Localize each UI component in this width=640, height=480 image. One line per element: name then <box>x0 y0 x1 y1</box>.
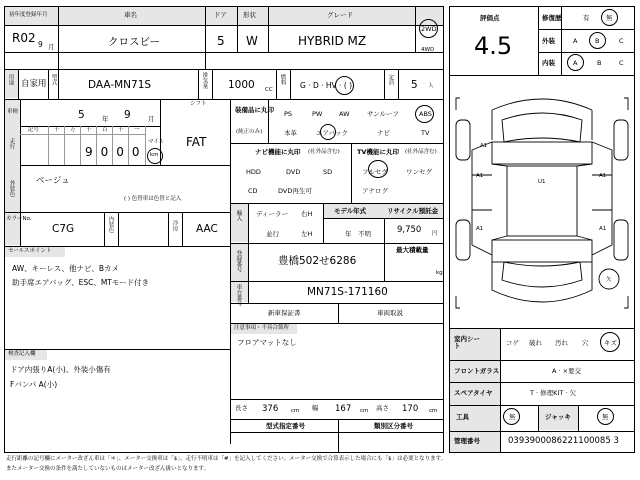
recycle-value: 9,750 <box>397 225 422 235</box>
height-unit: cm <box>429 408 438 414</box>
color-label: 外装色 <box>8 180 15 197</box>
tv-sub: (社外品含む) <box>405 149 437 155</box>
shift-label: シフト <box>190 101 207 107</box>
mileage-col-100: 百 <box>102 127 108 133</box>
equip-airbag: エアバック <box>316 129 348 137</box>
mgmt-label: 管理番号 <box>454 437 480 445</box>
max-load-label: 最大積載量 <box>396 246 429 254</box>
seat-scratch: キズ <box>604 339 617 347</box>
exterior-a: A <box>573 37 578 45</box>
equip-sunroof: サンルーフ <box>367 110 399 118</box>
width-label: 幅 <box>312 404 319 412</box>
equip-pw: PW <box>312 110 323 118</box>
length-label: 長さ <box>235 404 248 412</box>
equip-navi: ナビ <box>377 129 390 137</box>
seat-tear: 破れ <box>529 339 542 347</box>
tv-analog: アナログ <box>362 187 388 195</box>
inspector-note-line-2: Fバンパ A(小) <box>10 380 58 389</box>
diagram-mark-right-rear: A1 <box>599 226 607 232</box>
interior-b: B <box>597 59 602 67</box>
shape-value: W <box>246 34 258 48</box>
exterior-c: C <box>619 37 624 45</box>
drive-4wd: 4WD <box>421 47 435 53</box>
mileage-unit-km: km <box>150 152 159 158</box>
inspector-note-label: 検査記入欄 <box>8 351 36 357</box>
attention-text: フロアマットなし <box>237 338 297 347</box>
seat-scratch-circle <box>600 332 620 352</box>
sales-point-line-2: 助手席エアバッグ、ESC、MTモード付き <box>12 278 150 287</box>
door-label: ドア <box>214 11 227 19</box>
displacement-label: 排気量 <box>201 72 208 89</box>
equip-airbag-circle <box>320 124 336 140</box>
diagram-mark-roof: U1 <box>538 179 546 185</box>
height-value: 170 <box>402 404 419 414</box>
interior-color-label: 内装色 <box>107 216 114 233</box>
inspection-year-unit: 年 <box>102 115 109 123</box>
tools-label: 工具 <box>456 413 469 421</box>
seat-burn: コゲ <box>506 339 519 347</box>
capacity-label: 定員 <box>387 74 394 85</box>
repair-yes: 有 <box>583 14 590 22</box>
exterior-color: ベージュ <box>36 176 70 186</box>
shift-value: FAT <box>186 135 207 149</box>
recycle-unit: 円 <box>432 231 438 237</box>
first-reg-month: 9 <box>38 40 43 49</box>
mgmt-number: 0393900086221100085 3 <box>508 436 619 446</box>
length-unit: cm <box>291 408 300 414</box>
navi-cd: CD <box>248 187 258 195</box>
grade-value: HYBRID MZ <box>298 34 367 48</box>
width-value: 167 <box>335 404 352 414</box>
equip-aw: AW <box>339 110 350 118</box>
max-load-unit: kg <box>436 270 443 276</box>
capacity-unit: 人 <box>428 83 434 89</box>
model-code: DAA-MN71S <box>88 79 152 91</box>
car-name: クロスビー <box>108 36 161 48</box>
usage-label: 用途 <box>7 74 14 85</box>
mileage-col-100k: 十 <box>54 127 60 133</box>
equip-leather: 本革 <box>284 129 297 137</box>
mileage-col-symbol: 記号 <box>28 127 40 133</box>
door-count: 5 <box>217 34 225 48</box>
type-designation-label: 型式指定番号 <box>266 422 305 430</box>
spare-options: T · 修理KIT · 欠 <box>530 389 577 397</box>
diagram-mark-front-left: A1 <box>480 143 488 149</box>
navi-label: ナビ機能に丸印 <box>255 148 301 156</box>
diagram-mark-tire: 矢 <box>606 277 612 283</box>
jack-label: ジャッキ <box>545 413 571 421</box>
ac-value: AAC <box>196 223 218 235</box>
equip-ps: PS <box>284 110 293 118</box>
car-name-label: 車名 <box>124 11 137 19</box>
first-reg-year: R02 <box>12 31 36 45</box>
inspection-month: 9 <box>124 109 131 121</box>
sales-point-label: セールスポイント <box>8 248 52 254</box>
mileage-col-10k: 万 <box>70 127 76 133</box>
diagram-mark-left-rear: A1 <box>476 226 484 232</box>
navi-dvd-play: DVD再生可 <box>278 187 312 195</box>
inspection-label: 車検 <box>7 109 19 115</box>
fuel-label: 燃料 <box>279 74 286 85</box>
equipment-sub: (純正のみ) <box>236 129 263 135</box>
capacity-value: 5 <box>411 79 418 91</box>
import-label: 輸入 <box>235 210 242 221</box>
windshield-label: フロントガラス <box>454 367 500 375</box>
mileage-col-10: 十 <box>118 127 124 133</box>
chassis-number: MN71S-171160 <box>307 286 388 298</box>
interior-grade-label: 内装 <box>542 59 555 67</box>
ac-label: 冷房 <box>171 220 178 231</box>
exterior-grade-label: 外装 <box>542 37 555 45</box>
mileage-label: 走行 <box>8 138 15 149</box>
model-label: 型式 <box>50 74 57 85</box>
interior-a-circle <box>567 54 584 71</box>
import-left: 左H <box>301 230 313 238</box>
diagram-mark-right-door: A1 <box>599 173 607 179</box>
tv-fullseg-circle <box>368 160 388 178</box>
fuel-options: G · D · HV · ( ) <box>300 81 353 90</box>
exterior-b-circle <box>589 32 606 49</box>
import-dealer: ディーラー <box>256 210 288 218</box>
repair-label: 修復歴 <box>542 14 562 22</box>
height-label: 高さ <box>376 404 389 412</box>
tools-value: 無 <box>509 413 516 421</box>
mileage-col-1: 一 <box>134 127 140 133</box>
score-value: 4.5 <box>474 32 513 60</box>
attention-label: 注意事項・不具合箇所 <box>234 325 290 331</box>
footnote-line-2: またメーター交換の条件を満たしていないものはメーター改ざん扱いとなります。 <box>6 466 210 472</box>
navi-sub: (社外品含む) <box>308 149 340 155</box>
diagram-mark-left-door: A1 <box>476 173 484 179</box>
spare-label: スペアタイヤ <box>454 389 493 397</box>
inspector-note-line-1: ドア内張りA(小)、外装小傷有 <box>10 365 111 374</box>
repair-no-circle <box>601 9 618 26</box>
fuel-hv-circle <box>335 76 354 95</box>
color-no-label: カラーNo. <box>6 216 32 222</box>
chassis-no-label: 車台番号 <box>235 284 242 306</box>
first-reg-label: 初年度登録年月 <box>9 12 48 18</box>
vehicle-damage-diagram <box>452 80 632 326</box>
navi-hdd: HDD <box>246 168 261 176</box>
grade-label: グレード <box>327 11 353 19</box>
first-reg-month-unit: 月 <box>48 43 55 51</box>
equip-tv: TV <box>421 129 430 137</box>
model-year-value: 年 不明 <box>345 230 371 238</box>
new-warranty-label: 新車保証書 <box>268 309 301 317</box>
drive-2wd: 2WD <box>421 25 437 33</box>
shape-label: 形状 <box>243 11 256 19</box>
usage-private: 自家用 <box>21 79 47 89</box>
reg-number: 豊橋502せ6286 <box>278 255 357 267</box>
seat-stain: 汚れ <box>555 339 568 347</box>
displacement-unit: CC <box>265 87 273 93</box>
width-unit: cm <box>360 408 369 414</box>
manual-label: 車両取説 <box>377 309 403 317</box>
tools-none-circle <box>503 408 520 425</box>
navi-dvd: DVD <box>286 168 301 176</box>
import-parallel: 並行 <box>266 230 279 238</box>
displacement-value: 1000 <box>228 79 255 91</box>
equipment-label: 装備品に丸印 <box>235 106 274 114</box>
tv-oneseg: ワンセグ <box>406 168 432 176</box>
jack-none-circle <box>597 408 614 425</box>
seat-hole: 穴 <box>582 339 589 347</box>
score-label: 評価点 <box>480 14 500 22</box>
mileage-value: 9000 <box>85 145 148 159</box>
exterior-b: B <box>595 37 600 45</box>
recycle-label: リサイクル預託金 <box>387 207 439 215</box>
import-right: 右H <box>301 210 313 218</box>
mileage-unit-mile: マイル <box>148 139 165 145</box>
equip-abs-circle <box>415 105 434 123</box>
inspection-year: 5 <box>78 109 85 121</box>
inspection-month-unit: 月 <box>148 115 155 123</box>
color-note: ( ) 色替車は色替と記入 <box>124 196 182 202</box>
navi-sd: SD <box>323 168 333 176</box>
repair-no: 無 <box>606 14 613 22</box>
length-value: 376 <box>262 404 279 414</box>
category-no-label: 類別区分番号 <box>374 422 413 430</box>
tv-fullseg: フルセグ <box>362 168 388 176</box>
interior-a: A <box>573 59 578 67</box>
sales-point-line-1: AW、キーレス、他ナビ、Bカメ <box>12 264 120 273</box>
mileage-col-1k: 千 <box>86 127 92 133</box>
windshield-options: A · ×要交 <box>552 367 582 375</box>
model-year-label: モデル年式 <box>334 207 367 215</box>
equip-abs: ABS <box>419 110 432 118</box>
interior-c: C <box>619 59 624 67</box>
color-no-value: C7G <box>52 223 75 235</box>
tv-label: TV機能に丸印 <box>357 148 399 156</box>
seat-label: 室内シート <box>454 335 480 350</box>
reg-no-label: 登録番号 <box>235 250 242 272</box>
jack-value: 無 <box>602 413 609 421</box>
footnote-line-1: 走行距離の記号欄にメーター改ざん車は「＊」、メーター交換車は「$」、走行不明車は「#」を記入してください。メーター交換で合算表示した場合にも「$」は必要となります。 <box>6 456 447 462</box>
